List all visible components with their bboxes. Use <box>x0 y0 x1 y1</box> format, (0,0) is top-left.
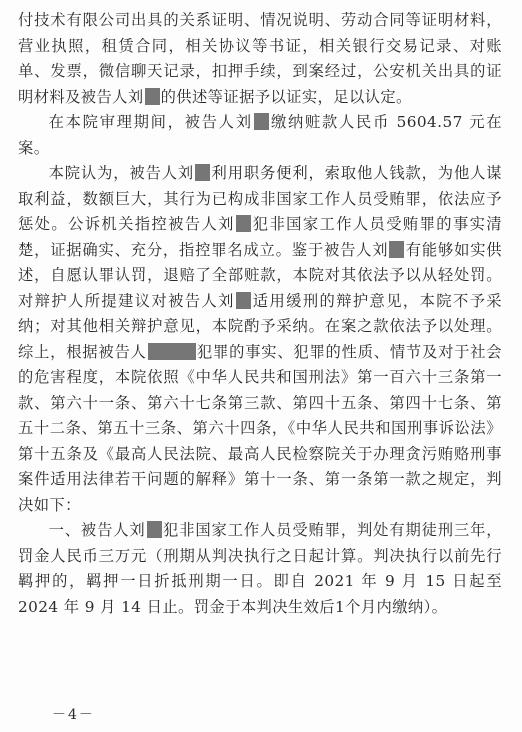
redaction-block <box>236 215 251 232</box>
paragraph-text: 犯非国家工作人员受贿罪的事实清楚，证据确实、充分，指控罪名成立。鉴于被告人刘 <box>18 215 502 259</box>
judgment-body-text <box>18 8 502 620</box>
judgment-paragraph <box>18 110 502 161</box>
redaction-block <box>236 292 251 309</box>
paragraph-text: 适用缓刑的辩护意见，本院不予采纳；对其他相关辩护意见，本院酌予采纳。在案之款依法予以处理。综上，根据被告人 <box>18 291 502 361</box>
judgment-paragraph <box>18 8 502 110</box>
paragraph-text: 付技术有限公司出具的关系证明、情况说明、劳动合同等证明材料，营业执照，租赁合同，相关协议等书证，相关银行交易记录、对账单、发票，微信聊天记录，扣押手续，到案经过，公安机关出具的证明材料及被告人刘 <box>18 11 502 106</box>
paragraph-text: 本院认为，被告人刘 <box>48 164 195 182</box>
page-number: －4－ <box>52 707 95 723</box>
redaction-block <box>195 164 210 181</box>
paragraph-text: 一、被告人刘 <box>48 521 146 539</box>
paragraph-text: 的供述等证据予以证实，足以认定。 <box>160 87 412 106</box>
paragraph-text: 在本院审理期间，被告人刘 <box>48 113 253 131</box>
redaction-block <box>145 88 160 105</box>
judgment-paragraph <box>18 518 502 620</box>
paragraph-text: 犯非国家工作人员受贿罪，判处有期徒刑三年，罚金人民币三万元（刑期从判决执行之日起计算。判决执行以前先行羁押的，羁押一日折抵刑期一日。即自 2021 年 9 月 15 日起至2024 年 9 月 14 日止。罚金于本判决生效后1个月内缴纳）。 <box>18 521 502 616</box>
paragraph-text: 犯罪的事实、犯罪的性质、情节及对于社会的危害程度，本院依照《中华人民共和国刑法》第一百六十三条第一款、第六十一条、第六十七条第三款、第四十五条、第四十七条、第五十二条、第五十三条、第六十四条，《中华人民共和国刑事诉讼法》第十五条及《最高人民法院、最高人民检察院关于办理贪污贿赂刑事案件适用法律若干问题的解释》第十一条、第一条第一款之规定，判决如下： <box>18 342 502 514</box>
judgment-paragraph <box>18 161 502 518</box>
redaction-block <box>389 241 404 258</box>
redaction-block <box>254 113 269 130</box>
redaction-block <box>148 343 196 360</box>
paragraph-text: 有能够如实供述，自愿认罪认罚，退赔了全部赃款，本院对其依法予以从轻处罚。对辩护人所提建议对被告人刘 <box>18 240 502 310</box>
paragraph-text: 利用职务便利，索取他人钱款，为他人谋取利益，数额巨大，其行为已构成非国家工作人员受贿罪，依法应予惩处。公诉机关指控被告人刘 <box>18 164 502 233</box>
redaction-block <box>147 521 162 538</box>
paragraph-text: 缴纳赃款人民币 5604.57 元在案。 <box>18 113 502 157</box>
